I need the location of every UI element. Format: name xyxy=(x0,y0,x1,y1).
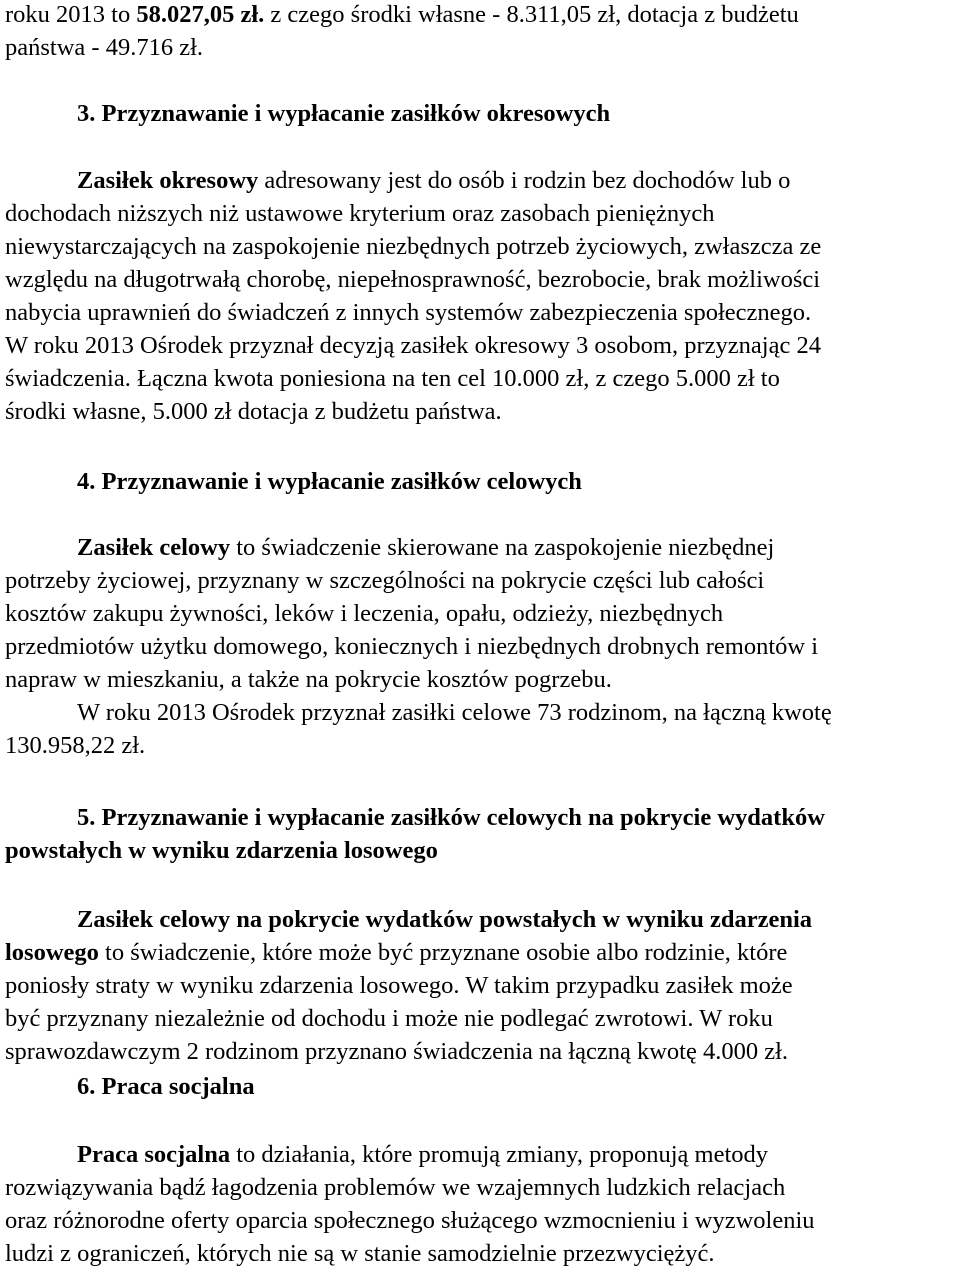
section-3-para-line-4: względu na długotrwałą chorobę, niepełnosprawność, bezrobocie, brak możliwości xyxy=(5,266,821,293)
section-6-heading: 6. Praca socjalna xyxy=(77,1073,255,1100)
section-4-para-line-5: napraw w mieszkaniu, a także na pokrycie kosztów pogrzebu. xyxy=(5,666,612,693)
intro-text-continued: z czego środki własne - 8.311,05 zł, dotacja z budżetu xyxy=(264,1,799,28)
section-3-para-line-5: nabycia uprawnień do świadczeń z innych systemów zabezpieczenia społecznego. xyxy=(5,299,812,326)
section-5-heading-line-1: 5. Przyznawanie i wypłacanie zasiłków celowych na pokrycie wydatków xyxy=(77,804,825,831)
section-3-title: Przyznawanie i wypłacanie zasiłków okresowych xyxy=(95,100,611,127)
section-5-para-line-5: sprawozdawczym 2 rodzinom przyznano świadczenia na łączną kwotę 4.000 zł. xyxy=(5,1038,789,1065)
section-3-term: Zasiłek okresowy xyxy=(77,167,259,194)
section-6-term: Praca socjalna xyxy=(77,1141,231,1168)
section-6-para-line-1 xyxy=(77,1140,768,1170)
section-4-para-line-6: W roku 2013 Ośrodek przyznał zasiłki celowe 73 rodzinom, na łączną kwotę xyxy=(77,699,832,726)
section-3-number: 3. xyxy=(77,100,96,127)
section-3-para-line-1 xyxy=(77,166,790,196)
section-6-para-line-2: rozwiązywania bądź łagodzenia problemów we wzajemnych ludzkich relacjach xyxy=(5,1174,786,1201)
section-4-para-line-2: potrzeby życiowej, przyznany w szczególności na pokrycie części lub całości xyxy=(5,567,765,594)
section-6-text: to działania, które promują zmiany, proponują metody xyxy=(230,1141,769,1168)
section-4-para-line-4: przedmiotów użytku domowego, koniecznych i niezbędnych drobnych remontów i xyxy=(5,633,819,660)
section-6-para-line-3: oraz różnorodne oferty oparcia społecznego służącego wzmocnieniu i wyzwoleniu xyxy=(5,1207,815,1234)
section-4-heading: 4. Przyznawanie i wypłacanie zasiłków celowych xyxy=(77,468,582,495)
section-3-para-line-3: niewystarczających na zaspokojenie niezbędnych potrzeb życiowych, zwłaszcza ze xyxy=(5,233,822,260)
section-3-heading xyxy=(77,99,610,129)
section-3-para-line-2: dochodach niższych niż ustawowe kryterium oraz zasobach pieniężnych xyxy=(5,200,715,227)
section-4-term: Zasiłek celowy xyxy=(77,534,231,561)
section-5-text: to świadczenie, które może być przyznane osobie albo rodzinie, które xyxy=(98,939,788,966)
section-5-para-line-3: poniosły straty w wyniku zdarzenia losowego. W takim przypadku zasiłek może xyxy=(5,972,793,999)
section-3-para-line-8: środki własne, 5.000 zł dotacja z budżetu państwa. xyxy=(5,398,502,425)
section-4-para-line-3: kosztów zakupu żywności, leków i leczenia, opału, odzieży, niezbędnych xyxy=(5,600,724,627)
section-6-para-line-4: ludzi z ograniczeń, których nie są w stanie samodzielnie przezwyciężyć. xyxy=(5,1240,715,1267)
intro-line-1 xyxy=(5,0,799,30)
section-5-para-line-2 xyxy=(5,938,787,968)
section-5-para-line-1: Zasiłek celowy na pokrycie wydatków powstałych w wyniku zdarzenia xyxy=(77,906,813,933)
section-4-text: to świadczenie skierowane na zaspokojenie niezbędnej xyxy=(230,534,775,561)
intro-line-2: państwa - 49.716 zł. xyxy=(5,34,203,61)
section-3-text: adresowany jest do osób i rodzin bez dochodów lub o xyxy=(258,167,791,194)
section-5-para-line-4: być przyznany niezależnie od dochodu i może nie podlegać zwrotowi. W roku xyxy=(5,1005,773,1032)
intro-total-amount: 58.027,05 zł. xyxy=(136,1,265,28)
section-3-para-line-6: W roku 2013 Ośrodek przyznał decyzją zasiłek okresowy 3 osobom, przyznając 24 xyxy=(5,332,821,359)
section-5-term-end: losowego xyxy=(5,939,99,966)
intro-text: roku 2013 to xyxy=(5,1,137,28)
section-3-para-line-7: świadczenia. Łączna kwota poniesiona na ten cel 10.000 zł, z czego 5.000 zł to xyxy=(5,365,780,392)
section-4-para-line-1 xyxy=(77,533,774,563)
section-4-para-line-7: 130.958,22 zł. xyxy=(5,732,146,759)
section-5-heading-line-2: powstałych w wyniku zdarzenia losowego xyxy=(5,837,438,864)
